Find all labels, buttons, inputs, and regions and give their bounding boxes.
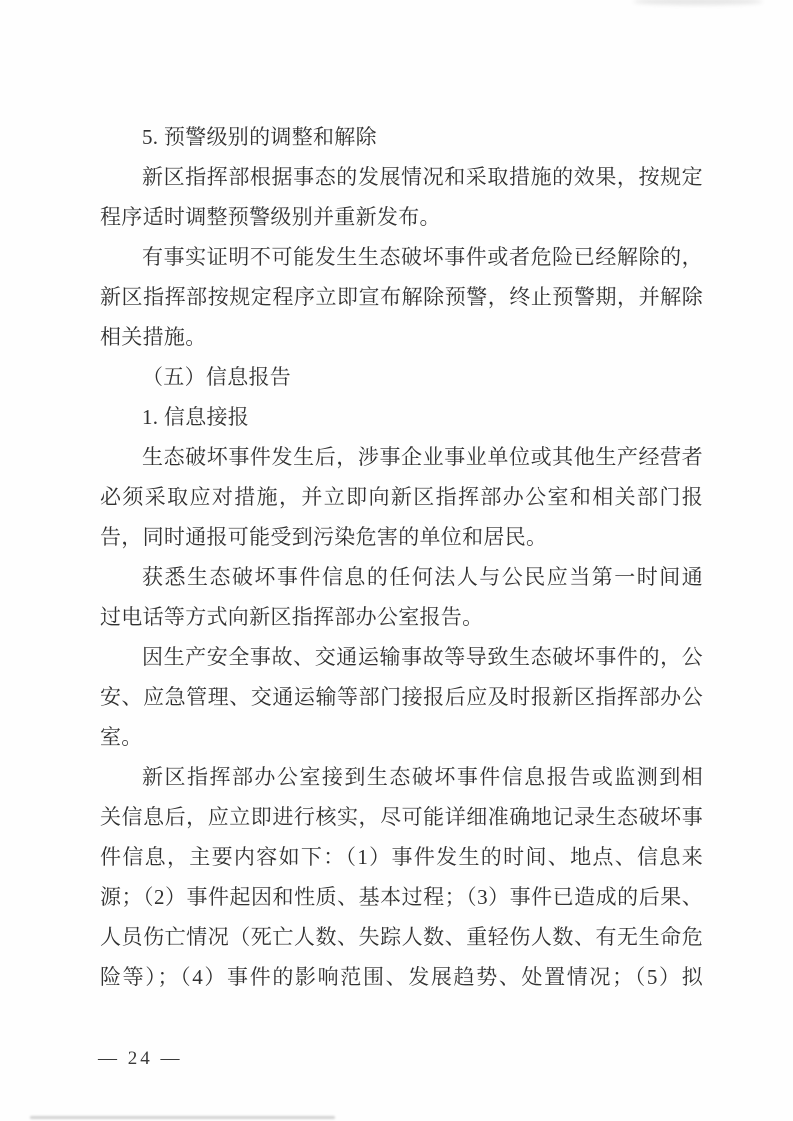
heading-line: 5. 预警级别的调整和解除 xyxy=(142,125,377,149)
text-line: 过电话等方式向新区指挥部办公室报告。 xyxy=(100,605,484,629)
text-line: 源；（2）事件起因和性质、基本过程；（3）事件已造成的后果、 xyxy=(100,885,703,909)
text-line: 安、应急管理、交通运输等部门接报后应及时报新区指挥部办公 xyxy=(100,685,703,709)
text-line: 必须采取应对措施，并立即向新区指挥部办公室和相关部门报 xyxy=(100,485,703,509)
scan-smudge-bottom-artifact xyxy=(30,1116,335,1119)
text-line: 程序适时调整预警级别并重新发布。 xyxy=(100,205,441,229)
text-line: 相关措施。 xyxy=(100,325,207,349)
text-line: 新区指挥部办公室接到生态破坏事件信息报告或监测到相 xyxy=(142,765,703,789)
page-number: — 24 — xyxy=(98,1048,183,1069)
heading-line: 1. 信息接报 xyxy=(142,405,250,429)
scan-smudge-top-artifact xyxy=(633,0,763,5)
text-line: 生态破坏事件发生后，涉事企业事业单位或其他生产经营者 xyxy=(142,445,703,469)
text-line: 室。 xyxy=(100,725,143,749)
text-line: 关信息后，应立即进行核实，尽可能详细准确地记录生态破坏事 xyxy=(100,805,703,829)
heading-line: （五）信息报告 xyxy=(142,365,292,389)
text-line: 因生产安全事故、交通运输事故等导致生态破坏事件的，公 xyxy=(142,645,703,669)
text-line: 新区指挥部根据事态的发展情况和采取措施的效果，按规定 xyxy=(142,165,703,189)
text-line: 人员伤亡情况（死亡人数、失踪人数、重轻伤人数、有无生命危 xyxy=(100,925,703,949)
text-line: 件信息，主要内容如下：（1）事件发生的时间、地点、信息来 xyxy=(100,845,703,869)
document-body xyxy=(100,117,703,997)
text-line: 告，同时通报可能受到污染危害的单位和居民。 xyxy=(100,525,548,549)
text-line: 新区指挥部按规定程序立即宣布解除预警，终止预警期，并解除 xyxy=(100,285,703,309)
text-line: 有事实证明不可能发生生态破坏事件或者危险已经解除的， xyxy=(142,245,703,269)
text-line: 险等）；（4）事件的影响范围、发展趋势、处置情况；（5）拟 xyxy=(100,965,703,989)
text-line: 获悉生态破坏事件信息的任何法人与公民应当第一时间通 xyxy=(142,565,703,589)
